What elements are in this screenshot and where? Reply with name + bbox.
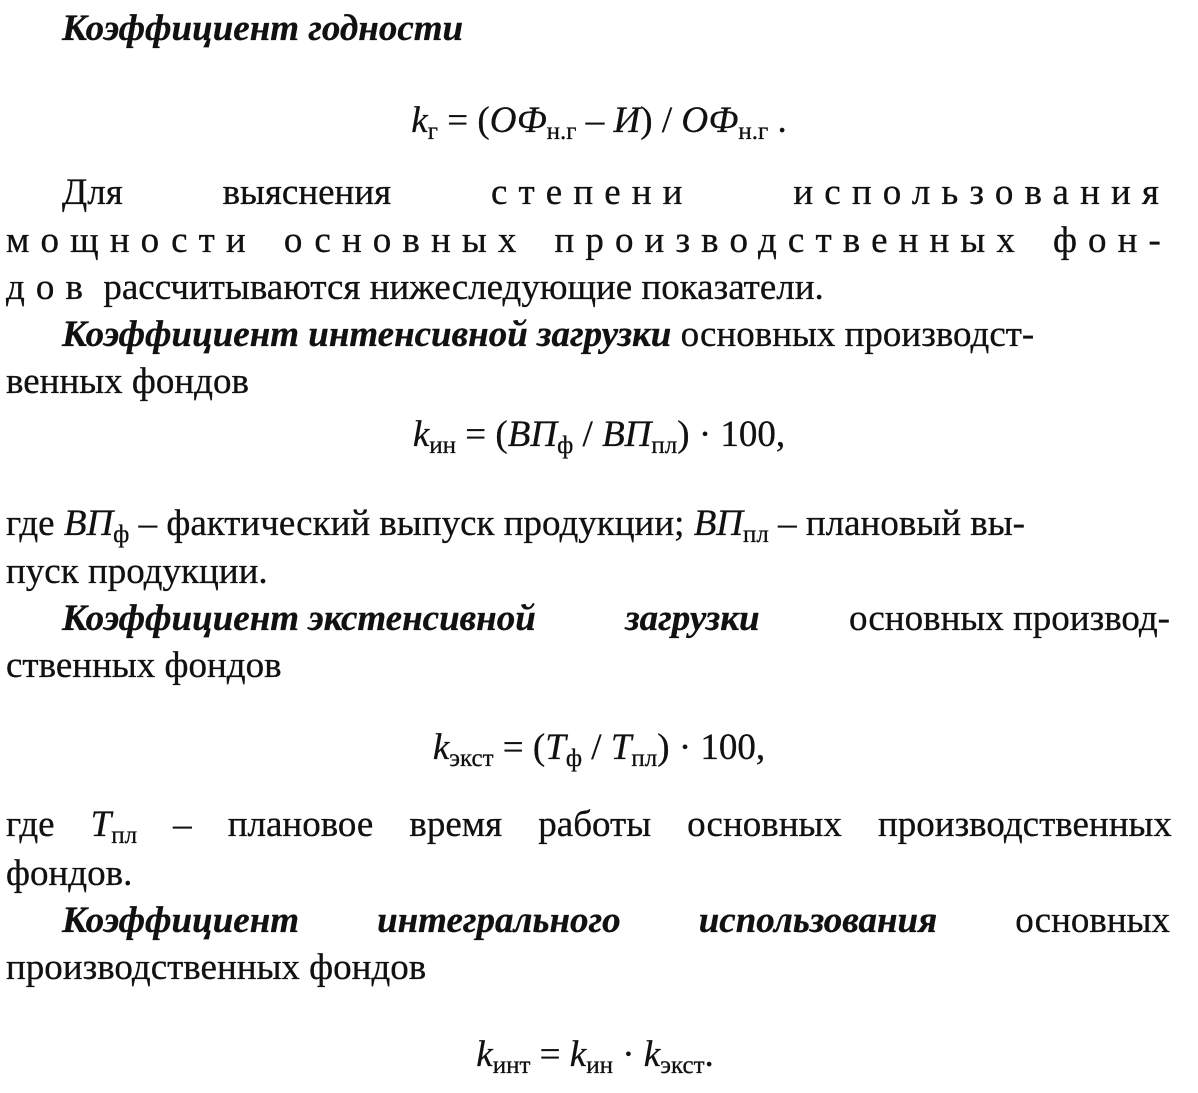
formula-text: = (530, 1034, 570, 1075)
formula-symbol: k (569, 1034, 587, 1075)
formula-extensive (0, 725, 1198, 771)
integral-heading: использования (698, 900, 938, 941)
integral-heading: Коэффициент (62, 900, 300, 941)
integral-line-2: производственных фондов (6, 947, 427, 988)
where-vp-line-1 (6, 501, 1172, 547)
intro-word: фон- (1052, 220, 1172, 261)
formula-symbol: ОФ (489, 100, 547, 141)
where-vp-line-2: пуск продукции. (6, 551, 268, 592)
intro-line-3 (6, 265, 1172, 311)
intro-word: основных (283, 220, 528, 261)
intensive-line-1 (62, 312, 1034, 358)
formula-subscript: инт (492, 1052, 531, 1079)
intro-text: рассчитываются нижеследующие показатели. (94, 267, 824, 308)
formula-text: . (768, 100, 787, 141)
where-text: где (6, 503, 64, 544)
formula-symbol: И (613, 100, 641, 141)
formula-subscript: ин (586, 1052, 613, 1079)
where-word: – (173, 804, 192, 845)
formula-text: ) / (640, 100, 682, 141)
where-word: производственных (877, 804, 1172, 845)
where-word: где (6, 804, 55, 845)
where-subscript: пл (743, 521, 769, 548)
intro-word: дов (6, 267, 95, 308)
formula-text: / (573, 414, 603, 455)
formula-subscript: пл (651, 432, 678, 459)
extensive-line-1 (62, 596, 1170, 642)
formula-subscript: г (427, 118, 438, 145)
formula-symbol: k (476, 1034, 493, 1075)
intro-line-1 (62, 170, 1170, 216)
intro-line-2 (6, 218, 1172, 264)
extensive-line-2: ственных фондов (6, 645, 282, 686)
where-word: основных (687, 804, 842, 845)
formula-text: ) · 100, (677, 414, 786, 455)
formula-symbol: k (412, 414, 430, 455)
integral-line-1 (62, 898, 1170, 944)
intro-word: использования (793, 172, 1170, 213)
formula-subscript: н.г (738, 118, 769, 145)
formula-subscript: ин (429, 432, 457, 459)
formula-text: / (582, 727, 611, 768)
formula-symbol: k (411, 100, 428, 141)
formula-fitness (0, 98, 1198, 144)
formula-symbol: ВП (507, 414, 558, 455)
formula-subscript: ф (557, 432, 574, 459)
formula-subscript: экст (449, 745, 494, 772)
extensive-text: основных производ- (848, 598, 1170, 639)
where-word: работы (538, 804, 652, 845)
intro-word: выяснения (222, 172, 392, 213)
where-subscript: ф (113, 521, 130, 548)
formula-subscript: н.г (546, 118, 577, 145)
where-word: плановое (227, 804, 374, 845)
where-t-line-2: фондов. (6, 853, 133, 894)
formula-text: – (576, 100, 614, 141)
where-symbol: ВП (693, 503, 744, 544)
formula-subscript: ф (565, 745, 583, 772)
where-subscript: пл (111, 822, 138, 849)
formula-symbol: ВП (602, 414, 652, 455)
formula-text: . (704, 1034, 714, 1075)
formula-symbol: Т (545, 727, 566, 768)
where-t-line-1 (6, 802, 1172, 848)
formula-text: · (612, 1034, 644, 1075)
intro-word: степени (491, 172, 694, 213)
integral-text: основных (1015, 900, 1170, 941)
where-symbol: Т (90, 804, 112, 845)
where-symbol: ВП (63, 503, 114, 544)
formula-integral (0, 1032, 1194, 1078)
intensive-text: основных производст- (671, 314, 1035, 355)
formula-subscript: пл (631, 745, 658, 772)
formula-text: = ( (493, 727, 546, 768)
integral-heading: интегрального (377, 900, 621, 941)
formula-symbol: k (432, 727, 450, 768)
fitness-coefficient-heading: Коэффициент годности (62, 8, 464, 49)
intensive-heading: Коэффициент интенсивной загрузки (62, 314, 672, 355)
where-text: – фактический выпуск продукции; (129, 503, 694, 544)
where-text: – плановый вы- (768, 503, 1025, 544)
intro-word: производственных (554, 220, 1026, 261)
extensive-heading: Коэффициент экстенсивной (62, 598, 536, 639)
formula-symbol: ОФ (681, 100, 739, 141)
intro-word: мощности (6, 220, 257, 261)
formula-text: = ( (438, 100, 490, 141)
intro-word: Для (62, 172, 123, 213)
where-word: время (409, 804, 503, 845)
formula-subscript: экст (660, 1052, 705, 1079)
intensive-line-2: венных фондов (6, 361, 249, 402)
formula-text: = ( (456, 414, 508, 455)
formula-text: ) · 100, (657, 727, 766, 768)
extensive-heading: загрузки (625, 598, 760, 639)
formula-intensive (0, 412, 1198, 458)
formula-symbol: Т (610, 727, 632, 768)
where-symbol-group (91, 802, 137, 848)
formula-symbol: k (643, 1034, 661, 1075)
